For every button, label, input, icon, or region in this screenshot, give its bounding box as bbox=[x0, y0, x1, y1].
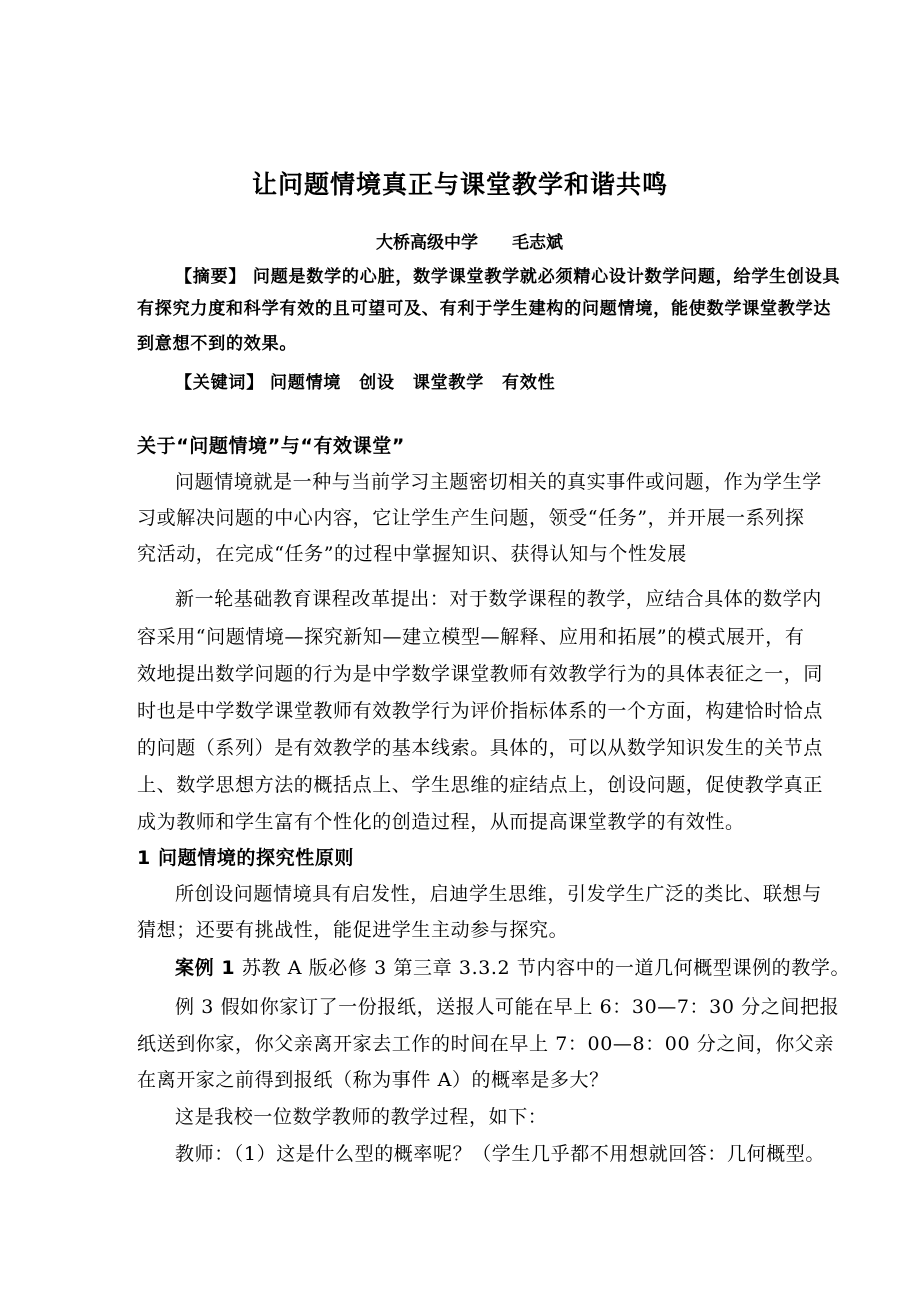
example-line: 纸送到你家，你父亲离开家去工作的时间在早上 7：00—8：00 分之间，你父亲 bbox=[137, 1033, 835, 1055]
abstract-text-1: 问题是数学的心脏，数学课堂教学就必须精心设计数学问题，给学生创设具 bbox=[246, 267, 841, 287]
paragraph-line: 上、数学思想方法的概括点上、学生思维的症结点上，创设问题，促使教学真正 bbox=[137, 774, 824, 796]
keywords-line bbox=[175, 370, 573, 396]
keyword-item: 问题情境 bbox=[270, 373, 342, 393]
document-title: 让问题情境真正与课堂教学和谐共鸣 bbox=[251, 170, 668, 199]
abstract-line-3: 到意想不到的效果。 bbox=[137, 334, 298, 354]
paragraph-line: 习或解决问题的中心内容，它让学生产生问题，领受“任务”，并开展一系列探 bbox=[137, 507, 805, 529]
keywords-label: 【关键词】 bbox=[175, 373, 264, 393]
paragraph-line: 容采用“问题情境—探究新知—建立模型—解释、应用和拓展”的模式展开，有 bbox=[137, 626, 805, 648]
abstract-line-1 bbox=[175, 264, 840, 290]
abstract-line-2: 有探究力度和科学有效的且可望可及、有利于学生建构的问题情境，能使数学课堂教学达 bbox=[137, 299, 832, 319]
keyword-item: 课堂教学 bbox=[412, 373, 485, 393]
paragraph-line: 这是我校一位数学教师的教学过程，如下： bbox=[175, 1106, 548, 1128]
paragraph-line: 所创设问题情境具有启发性，启迪学生思维，引发学生广泛的类比、联想与 bbox=[175, 883, 822, 905]
keyword-item: 有效性 bbox=[502, 373, 556, 393]
section-heading-intro: 关于“问题情境”与“有效课堂” bbox=[137, 435, 405, 457]
author-name: 毛志斌 bbox=[512, 233, 563, 253]
paragraph-line: 效地提出数学问题的行为是中学数学课堂教师有效教学行为的具体表征之一，同 bbox=[137, 663, 824, 685]
abstract-label: 【摘要】 bbox=[175, 267, 247, 287]
paragraph-line: 猜想；还要有挑战性，能促进学生主动参与探究。 bbox=[137, 919, 569, 941]
paragraph-line: 究活动，在完成“任务”的过程中掌握知识、获得认知与个性发展 bbox=[137, 543, 687, 565]
example-line: 在离开家之前得到报纸（称为事件 A）的概率是多大？ bbox=[137, 1069, 609, 1091]
keyword-item: 创设 bbox=[359, 373, 395, 393]
paragraph-line: 成为教师和学生富有个性化的创造过程，从而提高课堂教学的有效性。 bbox=[137, 811, 745, 833]
section-heading-1: 1 问题情境的探究性原则 bbox=[137, 847, 355, 869]
case-text: 苏教 A 版必修 3 第三章 3.3.2 节内容中的一道几何概型课例的教学。 bbox=[235, 957, 851, 979]
case-line bbox=[175, 955, 850, 981]
example-line: 例 3 假如你家订了一份报纸，送报人可能在早上 6：30—7：30 分之间把报 bbox=[175, 996, 840, 1018]
paragraph-line: 的问题（系列）是有效教学的基本线索。具体的，可以从数学知识发生的关节点 bbox=[137, 737, 824, 759]
author-school: 大桥高级中学 bbox=[376, 233, 478, 253]
paragraph-line: 问题情境就是一种与当前学习主题密切相关的真实事件或问题，作为学生学 bbox=[175, 471, 822, 493]
paragraph-line: 时也是中学数学课堂教师有效教学行为评价指标体系的一个方面，构建恰时恰点 bbox=[137, 700, 824, 722]
author-line bbox=[376, 231, 563, 255]
case-label: 案例 1 bbox=[175, 957, 236, 979]
paragraph-line: 教师：（1）这是什么型的概率呢？（学生几乎都不用想就回答：几何概型。 bbox=[175, 1143, 825, 1165]
paragraph-line: 新一轮基础教育课程改革提出：对于数学课程的教学，应结合具体的数学内 bbox=[175, 588, 822, 610]
